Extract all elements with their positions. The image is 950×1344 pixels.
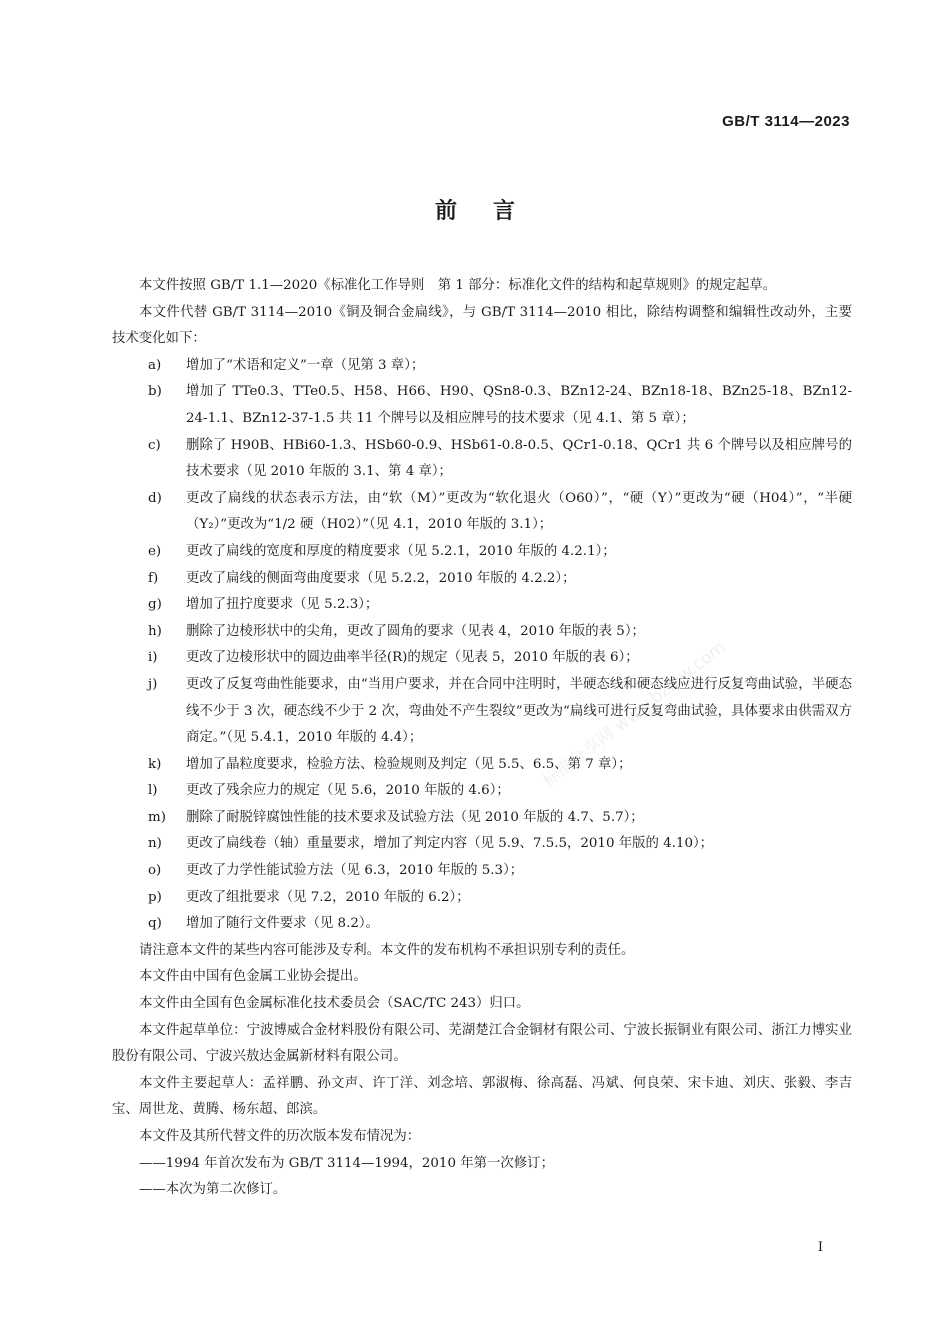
list-item-text: 更改了力学性能试验方法（见 6.3，2010 年版的 5.3）；: [186, 863, 524, 879]
list-item-label: p): [148, 889, 162, 905]
changes-list: [112, 353, 852, 938]
intro-paragraph-1: 本文件按照 GB/T 1.1—2020《标准化工作导则 第 1 部分：标准化文件的结构和起草规则》的规定起草。: [139, 278, 777, 293]
list-item: [112, 619, 852, 646]
list-item-label: g): [148, 597, 162, 613]
patent-notice: 请注意本文件的某些内容可能涉及专利。本文件的发布机构不承担识别专利的责任。: [139, 942, 635, 958]
list-item-text: 增加了随行文件要求（见 8.2）。: [186, 916, 379, 932]
list-item: [112, 911, 852, 938]
watermark: 标准分享网 www.bzfxw.com: [539, 637, 730, 792]
list-item-label: h): [148, 623, 162, 639]
list-item: [112, 778, 852, 805]
list-item: [112, 486, 852, 539]
list-item: [112, 592, 852, 619]
list-item-text: 删除了 H90B、HBi60-1.3、HSb60-0.9、HSb61-0.8-0.5、QCr1-0.18、QCr1 共 6 个牌号以及相应牌号的技术要求（见 2010 年版的 3.1、第 4 章）；: [186, 437, 852, 480]
page-title: 前言: [434, 199, 551, 224]
list-item-text: 更改了反复弯曲性能要求，由“当用户要求，并在合同中注明时，半硬态线和硬态线应进行反复弯曲试验，半硬态线不少于 3 次，硬态线不少于 2 次，弯曲处不产生裂纹”更改为“扁线可进行反复弯曲试验，具体要求由供需双方商定。”（见 5.4.1，2010 年版的 4.4）；: [186, 676, 852, 746]
list-item-label: a): [148, 357, 162, 373]
list-item: [112, 566, 852, 593]
list-item-text: 更改了扁线的宽度和厚度的精度要求（见 5.2.1，2010 年版的 4.2.1）；: [186, 543, 616, 559]
page-number: I: [817, 1240, 823, 1255]
history-intro: 本文件及其所代替文件的历次版本发布情况为：: [139, 1129, 421, 1144]
document-body: [112, 273, 852, 1204]
list-item-label: q): [148, 916, 162, 932]
list-item-label: n): [148, 836, 162, 852]
list-item-label: f): [148, 570, 159, 586]
list-item: [112, 353, 852, 380]
list-item-text: 更改了残余应力的规定（见 5.6，2010 年版的 4.6）；: [186, 783, 510, 799]
list-item-label: o): [148, 863, 162, 879]
intro-paragraph-2: 本文件代替 GB/T 3114—2010《铜及铜合金扁线》，与 GB/T 3114—2010 相比，除结构调整和编辑性改动外，主要技术变化如下：: [112, 304, 852, 347]
list-item-label: d): [148, 490, 162, 506]
list-item: [112, 752, 852, 779]
list-item: [112, 831, 852, 858]
list-item-label: b): [148, 384, 162, 400]
list-item-label: l): [148, 783, 158, 799]
list-item-text: 增加了扭拧度要求（见 5.2.3）；: [186, 597, 379, 613]
list-item-text: 更改了扁线的侧面弯曲度要求（见 5.2.2，2010 年版的 4.2.2）；: [186, 570, 576, 586]
list-item-label: i): [148, 650, 158, 666]
list-item-text: 增加了“术语和定义”一章（见第 3 章）；: [186, 357, 425, 373]
history-item: ——1994 年首次发布为 GB/T 3114—1994，2010 年第一次修订；: [139, 1155, 554, 1171]
history-item: ——本次为第二次修订。: [139, 1182, 287, 1198]
list-item-text: 删除了边棱形状中的尖角，更改了圆角的要求（见表 4，2010 年版的表 5）；: [186, 623, 645, 639]
list-item-text: 更改了扁线的状态表示方法，由“软（M）”更改为“软化退火（O60）”，“硬（Y）”更改为“硬（H04）”，“半硬（Y₂）”更改为“1/2 硬（H02）”（见 4.1，2010 年版的 3.1）；: [186, 490, 852, 533]
list-item-text: 更改了边棱形状中的圆边曲率半径(R)的规定（见表 5，2010 年版的表 6）；: [186, 650, 639, 666]
list-item-label: m): [148, 809, 166, 825]
committee-statement: 本文件由全国有色金属标准化技术委员会（SAC/TC 243）归口。: [139, 996, 530, 1012]
proposer-statement: 本文件由中国有色金属工业协会提出。: [139, 969, 367, 985]
list-item-text: 更改了扁线卷（轴）重量要求，增加了判定内容（见 5.9、7.5.5，2010 年版的 4.10）；: [186, 836, 714, 852]
list-item: [112, 805, 852, 832]
list-item-label: c): [148, 437, 161, 453]
list-item: [112, 672, 852, 752]
list-item: [112, 433, 852, 486]
list-item-text: 删除了耐脱锌腐蚀性能的技术要求及试验方法（见 2010 年版的 4.7、5.7）；: [186, 809, 644, 825]
list-item-label: k): [148, 756, 162, 772]
list-item-label: e): [148, 543, 162, 559]
list-item-label: j): [148, 676, 158, 692]
standard-number: GB/T 3114—2023: [722, 113, 850, 130]
list-item: [112, 379, 852, 432]
drafting-units: 本文件起草单位：宁波博威合金材料股份有限公司、芜湖楚江合金铜材有限公司、宁波长振铜业有限公司、浙江力博实业股份有限公司、宁波兴敖达金属新材料有限公司。: [112, 1022, 852, 1065]
drafters: 本文件主要起草人：孟祥鹏、孙文声、许丁洋、刘念培、郭淑梅、徐高磊、冯斌、何良荣、宋卡迪、刘庆、张毅、李吉宝、周世龙、黄腾、杨东超、郎滨。: [112, 1075, 852, 1118]
list-item: [112, 645, 852, 672]
list-item: [112, 858, 852, 885]
list-item: [112, 885, 852, 912]
list-item-text: 增加了 TTe0.3、TTe0.5、H58、H66、H90、QSn8-0.3、BZn12-24、BZn18-18、BZn25-18、BZn12-24-1.1、BZn12-37-1.5 共 11 个牌号以及相应牌号的技术要求（见 4.1、第 5 章）；: [186, 384, 852, 426]
list-item-text: 更改了组批要求（见 7.2，2010 年版的 6.2）；: [186, 889, 470, 905]
list-item-text: 增加了晶粒度要求，检验方法、检验规则及判定（见 5.5、6.5、第 7 章）；: [186, 756, 632, 772]
list-item: [112, 539, 852, 566]
